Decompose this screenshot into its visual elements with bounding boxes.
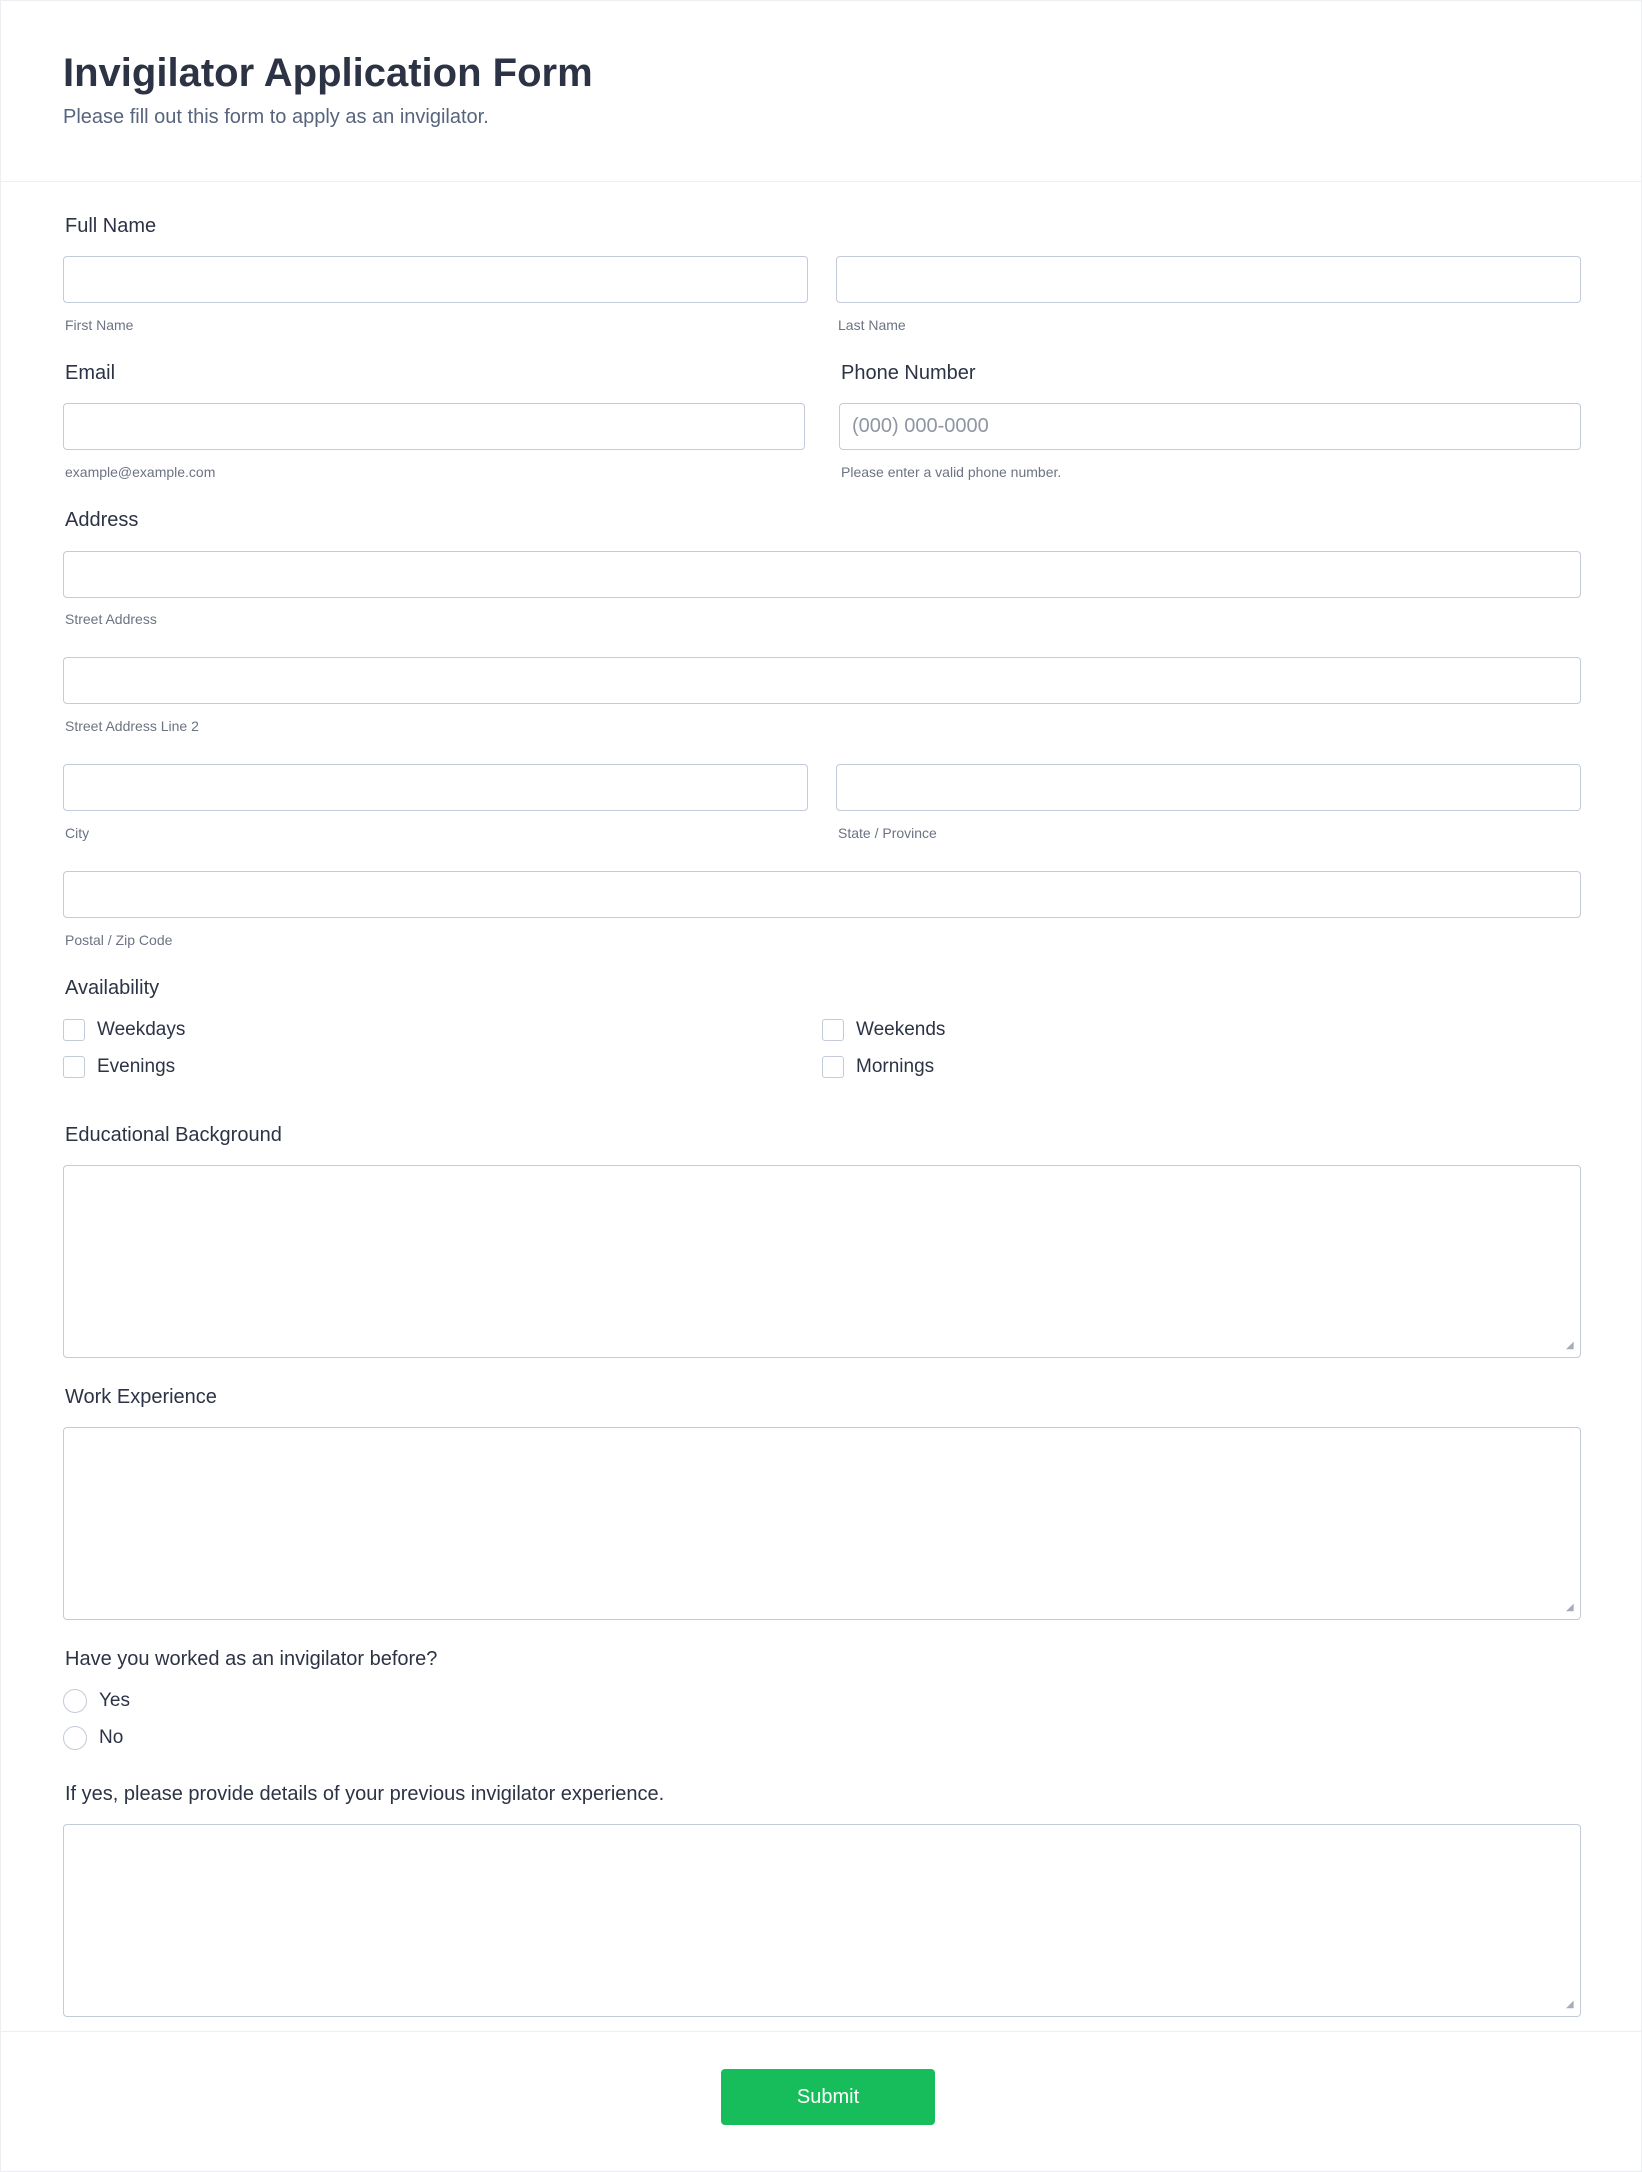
experience-details-label: If yes, please provide details of your previous invigilator experience. bbox=[65, 1783, 665, 1805]
prior-experience-option-yes[interactable] bbox=[63, 1688, 130, 1714]
address-label: Address bbox=[65, 509, 139, 531]
form-title: Invigilator Application Form bbox=[63, 51, 593, 95]
mornings-label: Mornings bbox=[856, 1056, 935, 1077]
availability-option-evenings[interactable] bbox=[63, 1054, 175, 1080]
state-province-sublabel: State / Province bbox=[838, 825, 937, 841]
evenings-label: Evenings bbox=[97, 1056, 176, 1077]
resize-grip-icon[interactable]: ◢ bbox=[1566, 1340, 1574, 1351]
availability-option-mornings[interactable] bbox=[822, 1054, 934, 1080]
phone-label: Phone Number bbox=[841, 362, 976, 384]
email-sublabel: example@example.com bbox=[65, 464, 216, 480]
street-address-input[interactable] bbox=[63, 551, 1581, 598]
city-input[interactable] bbox=[63, 764, 808, 811]
postal-code-sublabel: Postal / Zip Code bbox=[65, 932, 173, 948]
full-name-label: Full Name bbox=[65, 215, 157, 237]
no-radio[interactable] bbox=[63, 1726, 87, 1750]
educational-background-label: Educational Background bbox=[65, 1124, 282, 1146]
work-experience-label: Work Experience bbox=[65, 1386, 217, 1408]
resize-grip-icon[interactable]: ◢ bbox=[1566, 1999, 1574, 2010]
resize-grip-icon[interactable]: ◢ bbox=[1566, 1602, 1574, 1613]
postal-code-input[interactable] bbox=[63, 871, 1581, 918]
availability-option-weekends[interactable] bbox=[822, 1017, 945, 1043]
street-address-sublabel: Street Address bbox=[65, 611, 157, 627]
weekends-label: Weekends bbox=[856, 1019, 946, 1040]
evenings-checkbox[interactable] bbox=[63, 1056, 85, 1078]
experience-details-textarea[interactable] bbox=[63, 1824, 1581, 2017]
weekdays-checkbox[interactable] bbox=[63, 1019, 85, 1041]
weekdays-label: Weekdays bbox=[97, 1019, 186, 1040]
state-province-input[interactable] bbox=[836, 764, 1581, 811]
prior-experience-option-no[interactable] bbox=[63, 1725, 123, 1751]
phone-field[interactable] bbox=[839, 403, 1581, 450]
no-label: No bbox=[99, 1727, 124, 1748]
yes-radio[interactable] bbox=[63, 1689, 87, 1713]
yes-label: Yes bbox=[99, 1690, 130, 1711]
street-address-line2-sublabel: Street Address Line 2 bbox=[65, 718, 199, 734]
submit-button[interactable]: Submit bbox=[721, 2069, 935, 2125]
weekends-checkbox[interactable] bbox=[822, 1019, 844, 1041]
mornings-checkbox[interactable] bbox=[822, 1056, 844, 1078]
first-name-input[interactable] bbox=[63, 256, 808, 303]
street-address-line2-input[interactable] bbox=[63, 657, 1581, 704]
availability-option-weekdays[interactable] bbox=[63, 1017, 185, 1043]
form-header bbox=[1, 1, 1641, 182]
last-name-input[interactable] bbox=[836, 256, 1581, 303]
availability-label: Availability bbox=[65, 977, 160, 999]
form-subtitle: Please fill out this form to apply as an invigilator. bbox=[63, 106, 489, 128]
educational-background-textarea[interactable] bbox=[63, 1165, 1581, 1358]
email-field[interactable] bbox=[63, 403, 805, 450]
prior-experience-label: Have you worked as an invigilator before? bbox=[65, 1648, 438, 1670]
email-label: Email bbox=[65, 362, 116, 384]
city-sublabel: City bbox=[65, 825, 90, 841]
last-name-sublabel: Last Name bbox=[838, 317, 906, 333]
work-experience-textarea[interactable] bbox=[63, 1427, 1581, 1620]
phone-sublabel: Please enter a valid phone number. bbox=[841, 464, 1062, 480]
first-name-sublabel: First Name bbox=[65, 317, 134, 333]
